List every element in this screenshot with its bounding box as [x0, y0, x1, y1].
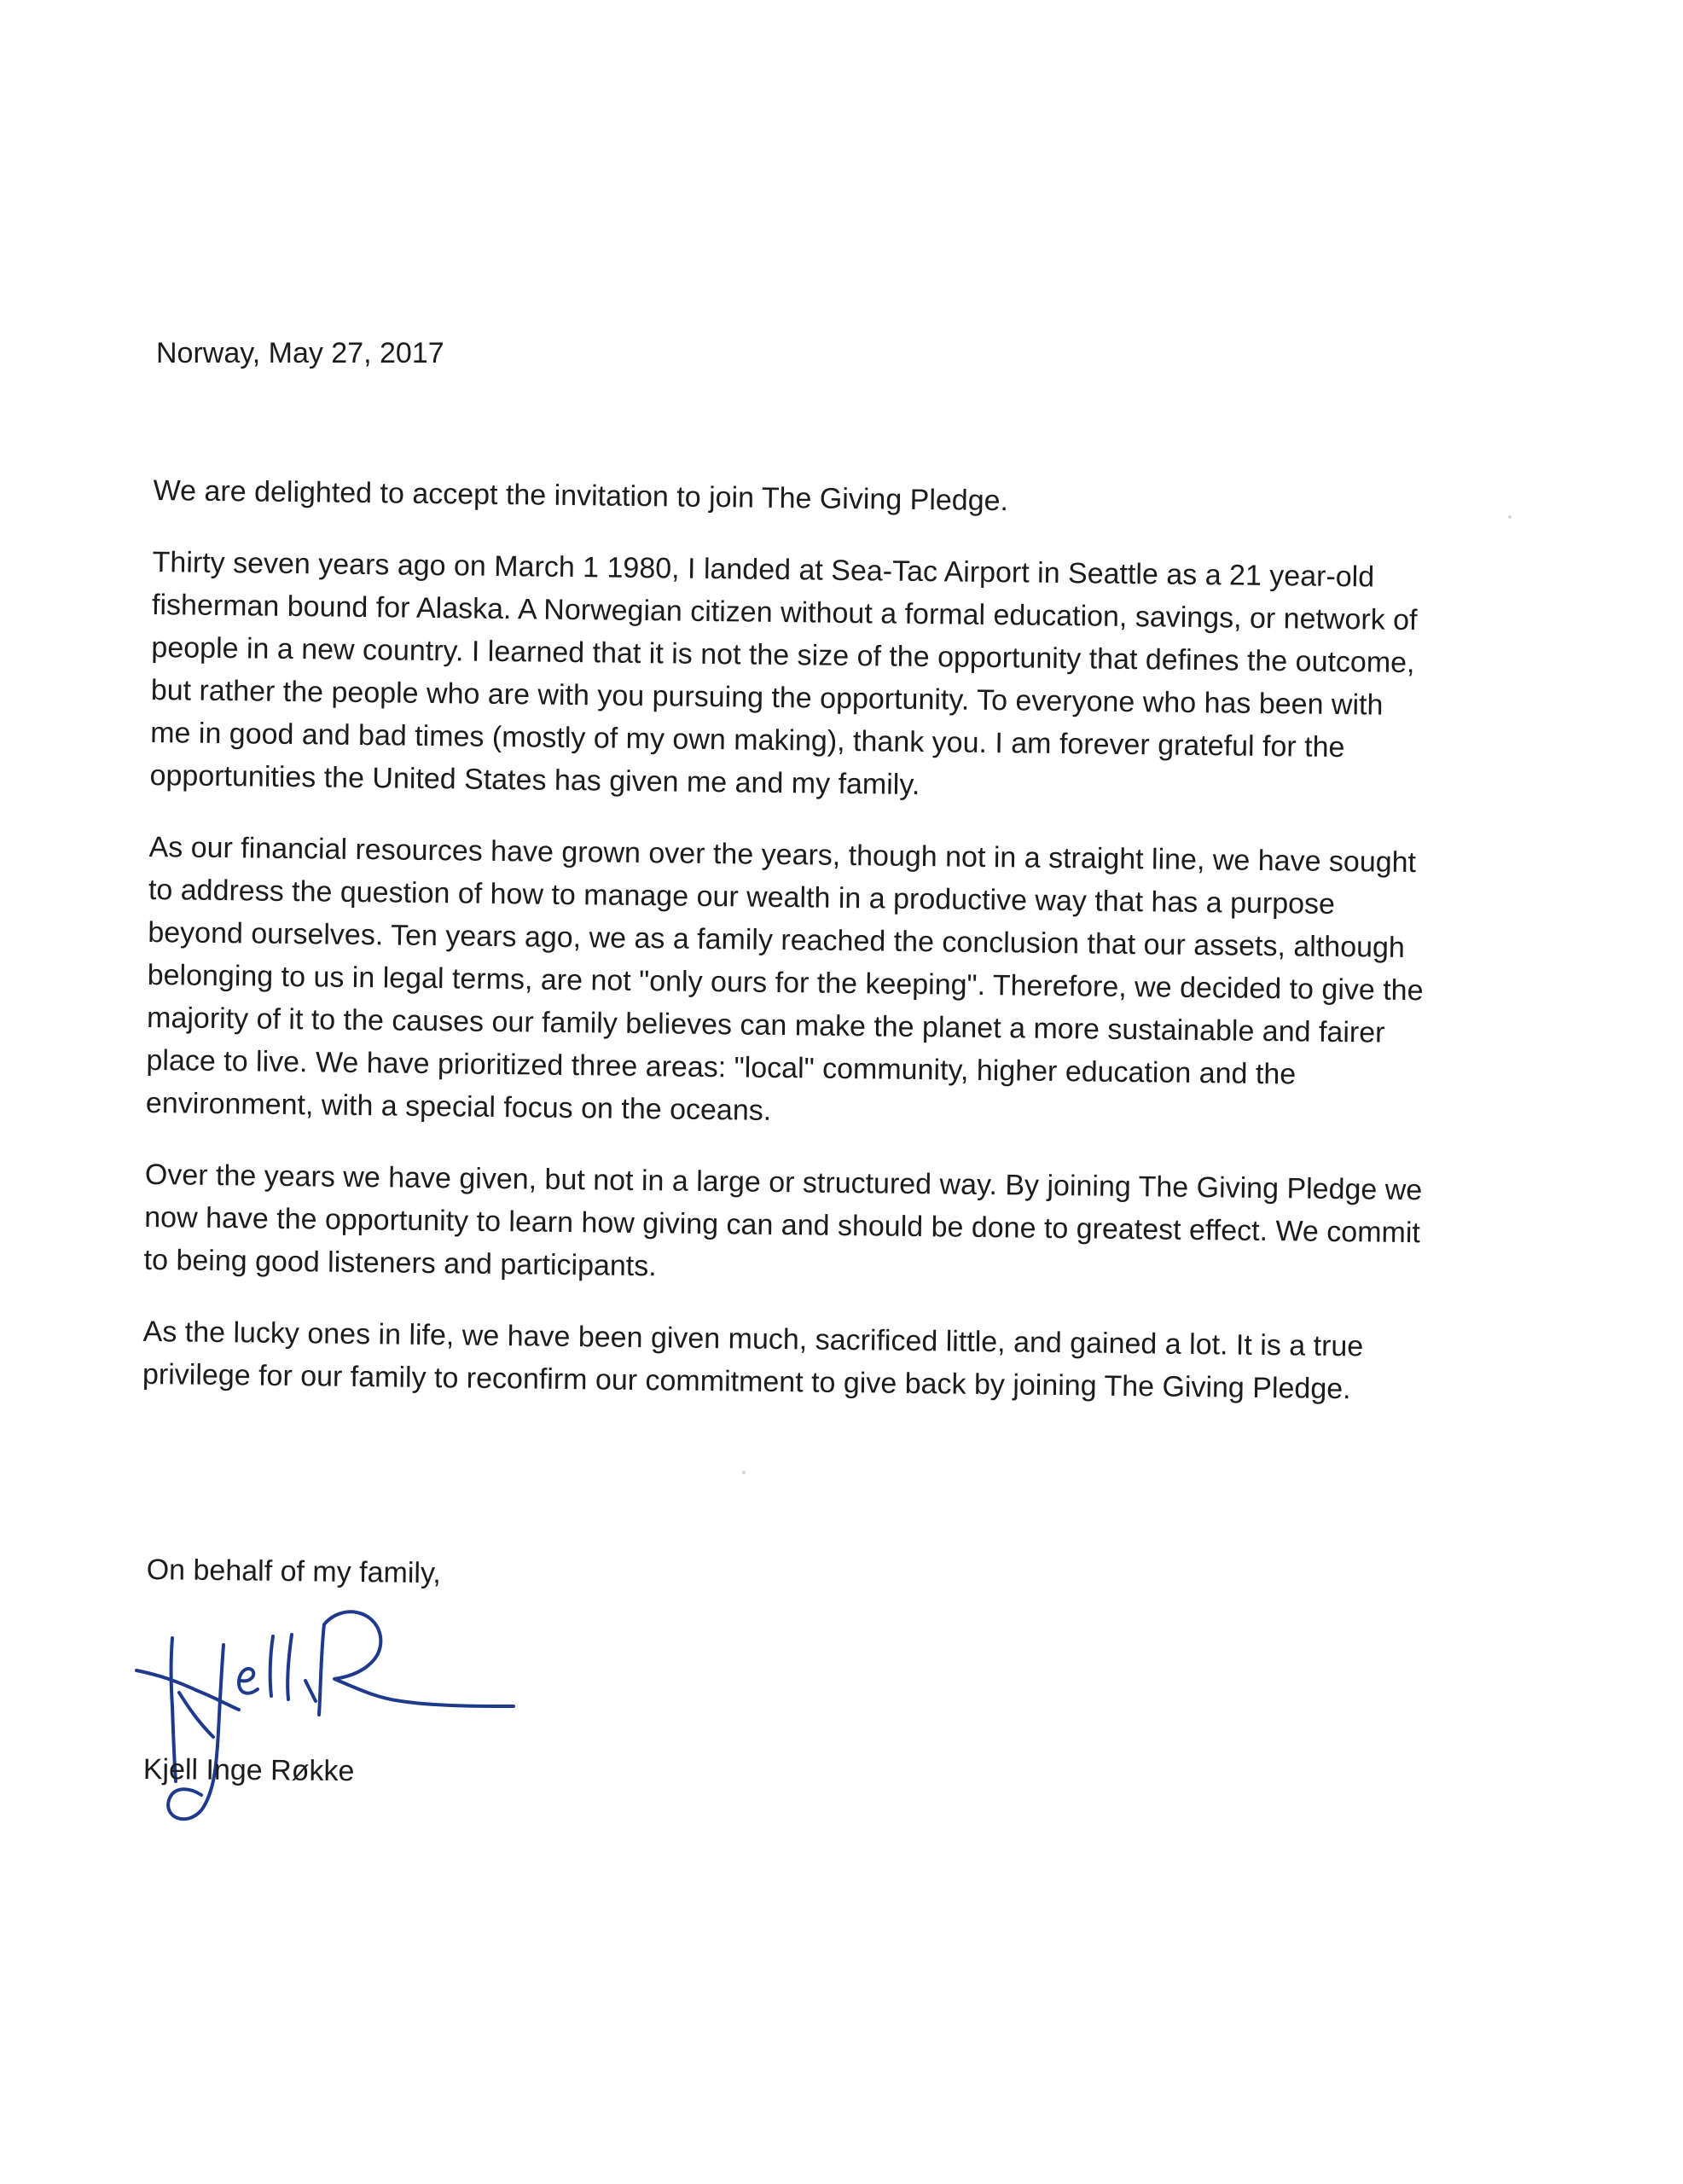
paragraph-history — [149, 541, 1509, 813]
letter-body — [142, 469, 1510, 1441]
paragraph-wealth — [146, 826, 1506, 1141]
closing-line: On behalf of my family, — [146, 1553, 442, 1590]
paragraph-conclusion — [142, 1310, 1500, 1412]
text-line: As the lucky ones in life, we have been given much, sacrificed little, and gained a lot. It is a true — [142, 1315, 1364, 1363]
text-line: place to live. We have prioritized three areas: "local" community, higher education and the — [146, 1043, 1297, 1091]
text-line: beyond ourselves. Ten years ago, we as a family reached the conclusion that our assets, although — [148, 915, 1406, 964]
text-line: me in good and bad times (mostly of my own making), thank you. I am forever grateful for the — [149, 716, 1345, 764]
text-line: environment, with a special focus on the oceans. — [145, 1086, 772, 1127]
text-line: privilege for our family to reconfirm our commitment to give back by joining The Giving Pledge. — [142, 1357, 1351, 1406]
text-line: Over the years we have given, but not in a large or structured way. By joining The Giving Pledge we — [144, 1158, 1423, 1207]
text-line: majority of it to the causes our family believes can make the planet a more sustainable and fairer — [146, 1001, 1385, 1049]
scan-speck — [742, 1471, 746, 1474]
text-line: to being good listeners and participants. — [143, 1243, 657, 1283]
text-line: opportunities the United States has given me and my family. — [149, 758, 920, 802]
text-line: to address the question of how to manage our wealth in a productive way that has a purpose — [148, 873, 1336, 921]
letter-date: Norway, May 27, 2017 — [156, 337, 444, 369]
signer-name: Kjell Inge Røkke — [142, 1753, 355, 1788]
text-line: Thirty seven years ago on March 1 1980, I landed at Sea-Tac Airport in Seattle as a 21 year-old — [152, 545, 1375, 594]
text-line: people in a new country. I learned that it is not the size of the opportunity that defines the outcome, — [151, 630, 1415, 680]
text-line: We are delighted to accept the invitation to join The Giving Pledge. — [153, 473, 1009, 518]
text-line: fisherman bound for Alaska. A Norwegian citizen without a formal education, savings, or network of — [151, 588, 1418, 637]
paragraph-giving — [143, 1153, 1501, 1298]
text-line: belonging to us in legal terms, are not "only ours for the keeping". Therefore, we decided to give the — [147, 958, 1424, 1008]
paragraph-intro — [153, 469, 1509, 528]
text-line: now have the opportunity to learn how giving can and should be done to greatest effect. We commit — [144, 1200, 1421, 1250]
text-line: As our financial resources have grown over the years, though not in a straight line, we have sought — [148, 830, 1417, 880]
scan-speck — [1508, 515, 1512, 519]
text-line: but rather the people who are with you pursuing the opportunity. To everyone who has been with — [150, 673, 1384, 722]
